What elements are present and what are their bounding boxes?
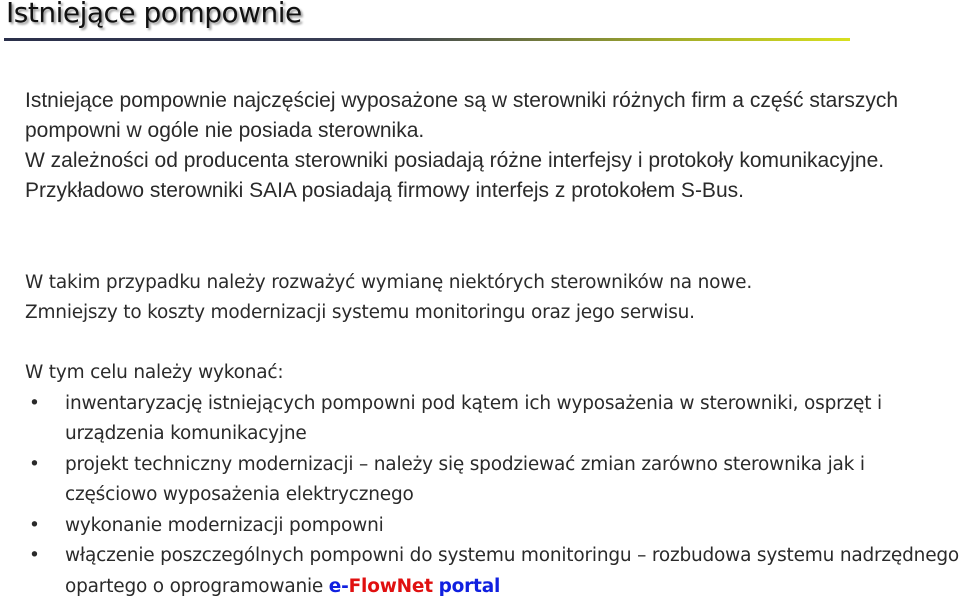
brand-portal: portal	[439, 576, 501, 597]
title-divider	[4, 38, 850, 41]
list-item	[25, 541, 960, 602]
slide-title: Istniejące pompownie	[6, 0, 302, 29]
tasks-list	[25, 389, 960, 602]
bullet-icon: •	[29, 450, 40, 481]
tasks-section	[25, 358, 960, 602]
brand-flownet: FlowNet	[349, 576, 433, 597]
list-item	[25, 450, 960, 511]
list-item	[25, 389, 960, 450]
bullet-icon: •	[29, 389, 40, 420]
list-item	[25, 511, 960, 542]
tasks-heading: W tym celu należy wykonać:	[25, 358, 960, 389]
recommendation-line: W takim przypadku należy rozważyć wymianę niektórych sterowników na nowe.	[25, 268, 955, 298]
intro-paragraph: Istniejące pompownie najczęściej wyposażone są w sterowniki różnych firm a część starszych pompowni w ogóle nie posiada sterownika.	[25, 86, 960, 146]
intro-paragraph: W zależności od producenta sterowniki posiadają różne interfejsy i protokoły komunikacyjne. Przykładowo sterowniki SAIA posiadają firmowy interfejs z protokołem S-Bus.	[25, 146, 960, 206]
list-item-text: włączenie poszczególnych pompowni do systemu monitoringu – rozbudowa systemu nadrzędnego opartego o oprogramowanie	[65, 545, 959, 597]
intro-text	[25, 86, 960, 206]
brand-e: e-	[329, 576, 349, 597]
list-item-text: projekt techniczny modernizacji – należy się spodziewać zmian zarówno sterownika jak i częściowo wyposażenia elektrycznego	[65, 454, 865, 506]
recommendation-text	[25, 268, 955, 328]
bullet-icon: •	[29, 511, 40, 542]
bullet-icon: •	[29, 541, 40, 572]
list-item-text: wykonanie modernizacji pompowni	[65, 515, 384, 536]
list-item-text: inwentaryzację istniejących pompowni pod kątem ich wyposażenia w sterowniki, osprzęt i urządzenia komunikacyjne	[65, 393, 882, 445]
recommendation-line: Zmniejszy to koszty modernizacji systemu monitoringu oraz jego serwisu.	[25, 298, 955, 328]
